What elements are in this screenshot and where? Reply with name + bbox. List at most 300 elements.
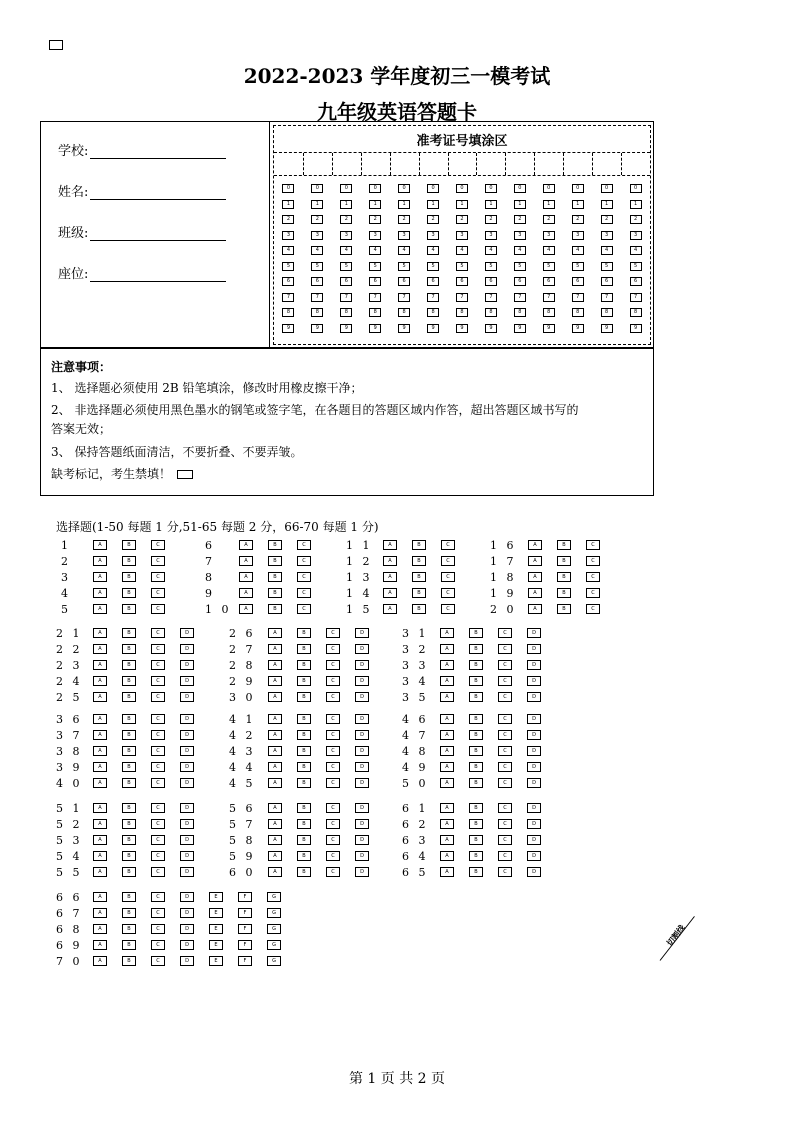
answer-option-b[interactable]: B: [469, 819, 483, 829]
answer-option-a[interactable]: A: [93, 892, 107, 902]
answer-option-c[interactable]: C: [297, 556, 311, 566]
answer-option-d[interactable]: D: [355, 676, 369, 686]
answer-option-b[interactable]: B: [297, 644, 311, 654]
answer-option-c[interactable]: C: [326, 803, 340, 813]
exam-number-bubble[interactable]: 7: [572, 293, 584, 302]
answer-option-d[interactable]: D: [527, 746, 541, 756]
exam-number-bubble[interactable]: 5: [485, 262, 497, 271]
exam-number-bubble[interactable]: 5: [311, 262, 323, 271]
answer-option-g[interactable]: G: [267, 924, 281, 934]
exam-number-bubble[interactable]: 7: [456, 293, 468, 302]
answer-option-b[interactable]: B: [122, 851, 136, 861]
answer-option-d[interactable]: D: [180, 660, 194, 670]
answer-option-c[interactable]: C: [151, 604, 165, 614]
answer-option-a[interactable]: A: [239, 588, 253, 598]
exam-number-bubble[interactable]: 4: [282, 246, 294, 255]
answer-option-a[interactable]: A: [268, 851, 282, 861]
answer-option-a[interactable]: A: [440, 714, 454, 724]
exam-number-bubble[interactable]: 0: [340, 184, 352, 193]
exam-number-bubble[interactable]: 9: [485, 324, 497, 333]
answer-option-c[interactable]: C: [151, 676, 165, 686]
answer-option-a[interactable]: A: [93, 835, 107, 845]
exam-number-bubble[interactable]: 6: [282, 277, 294, 286]
answer-option-b[interactable]: B: [469, 851, 483, 861]
answer-option-b[interactable]: B: [297, 803, 311, 813]
answer-option-b[interactable]: B: [297, 867, 311, 877]
answer-option-b[interactable]: B: [469, 867, 483, 877]
answer-option-a[interactable]: A: [93, 676, 107, 686]
exam-number-bubble[interactable]: 2: [572, 215, 584, 224]
answer-option-d[interactable]: D: [527, 714, 541, 724]
answer-option-c[interactable]: C: [151, 762, 165, 772]
answer-option-c[interactable]: C: [151, 660, 165, 670]
exam-number-bubble[interactable]: 7: [485, 293, 497, 302]
exam-number-bubble[interactable]: 8: [282, 308, 294, 317]
answer-option-d[interactable]: D: [180, 746, 194, 756]
answer-option-b[interactable]: B: [557, 604, 571, 614]
exam-number-bubble[interactable]: 7: [601, 293, 613, 302]
answer-option-d[interactable]: D: [355, 819, 369, 829]
answer-option-a[interactable]: A: [440, 851, 454, 861]
answer-option-c[interactable]: C: [297, 572, 311, 582]
answer-option-a[interactable]: A: [440, 628, 454, 638]
answer-option-b[interactable]: B: [122, 956, 136, 966]
answer-option-c[interactable]: C: [151, 572, 165, 582]
answer-option-b[interactable]: B: [297, 819, 311, 829]
answer-option-b[interactable]: B: [469, 803, 483, 813]
answer-option-c[interactable]: C: [326, 714, 340, 724]
answer-option-a[interactable]: A: [93, 572, 107, 582]
answer-option-a[interactable]: A: [528, 604, 542, 614]
answer-option-b[interactable]: B: [268, 588, 282, 598]
answer-option-c[interactable]: C: [586, 556, 600, 566]
exam-number-bubble[interactable]: 2: [282, 215, 294, 224]
exam-number-bubble[interactable]: 8: [514, 308, 526, 317]
answer-option-c[interactable]: C: [326, 762, 340, 772]
exam-number-bubble[interactable]: 4: [456, 246, 468, 255]
answer-option-c[interactable]: C: [151, 746, 165, 756]
answer-option-c[interactable]: C: [441, 556, 455, 566]
answer-option-a[interactable]: A: [93, 908, 107, 918]
exam-number-bubble[interactable]: 2: [485, 215, 497, 224]
exam-number-bubble[interactable]: 0: [369, 184, 381, 193]
answer-option-g[interactable]: G: [267, 956, 281, 966]
answer-option-b[interactable]: B: [122, 628, 136, 638]
answer-option-a[interactable]: A: [268, 692, 282, 702]
answer-option-d[interactable]: D: [180, 924, 194, 934]
answer-option-a[interactable]: A: [440, 644, 454, 654]
answer-option-b[interactable]: B: [469, 644, 483, 654]
answer-option-c[interactable]: C: [297, 540, 311, 550]
answer-option-d[interactable]: D: [527, 819, 541, 829]
answer-option-a[interactable]: A: [440, 803, 454, 813]
exam-number-bubble[interactable]: 8: [340, 308, 352, 317]
exam-number-bubble[interactable]: 9: [514, 324, 526, 333]
exam-number-bubble[interactable]: 8: [456, 308, 468, 317]
exam-number-bubble[interactable]: 3: [485, 231, 497, 240]
answer-option-b[interactable]: B: [268, 556, 282, 566]
answer-option-b[interactable]: B: [268, 540, 282, 550]
answer-option-b[interactable]: B: [557, 556, 571, 566]
answer-option-d[interactable]: D: [180, 835, 194, 845]
answer-option-c[interactable]: C: [586, 572, 600, 582]
answer-option-a[interactable]: A: [93, 628, 107, 638]
answer-option-g[interactable]: G: [267, 940, 281, 950]
answer-option-b[interactable]: B: [122, 778, 136, 788]
exam-number-bubble[interactable]: 5: [398, 262, 410, 271]
exam-number-bubble[interactable]: 9: [543, 324, 555, 333]
exam-number-bubble[interactable]: 4: [311, 246, 323, 255]
exam-number-bubble[interactable]: 5: [630, 262, 642, 271]
exam-number-bubble[interactable]: 5: [427, 262, 439, 271]
exam-number-bubble[interactable]: 3: [340, 231, 352, 240]
answer-option-c[interactable]: C: [441, 588, 455, 598]
answer-option-d[interactable]: D: [180, 730, 194, 740]
answer-option-c[interactable]: C: [151, 692, 165, 702]
answer-option-b[interactable]: B: [122, 803, 136, 813]
answer-option-b[interactable]: B: [268, 604, 282, 614]
answer-option-d[interactable]: D: [355, 714, 369, 724]
exam-number-bubble[interactable]: 8: [311, 308, 323, 317]
answer-option-b[interactable]: B: [122, 819, 136, 829]
exam-number-bubble[interactable]: 0: [601, 184, 613, 193]
answer-option-b[interactable]: B: [469, 628, 483, 638]
exam-number-bubble[interactable]: 1: [572, 200, 584, 209]
answer-option-c[interactable]: C: [151, 644, 165, 654]
answer-option-c[interactable]: C: [498, 867, 512, 877]
answer-option-c[interactable]: C: [326, 819, 340, 829]
answer-option-c[interactable]: C: [498, 730, 512, 740]
answer-option-d[interactable]: D: [355, 692, 369, 702]
answer-option-c[interactable]: C: [326, 628, 340, 638]
answer-option-a[interactable]: A: [383, 572, 397, 582]
answer-option-b[interactable]: B: [412, 604, 426, 614]
answer-option-d[interactable]: D: [180, 892, 194, 902]
answer-option-d[interactable]: D: [180, 676, 194, 686]
answer-option-c[interactable]: C: [498, 835, 512, 845]
answer-option-b[interactable]: B: [122, 762, 136, 772]
exam-number-bubble[interactable]: 0: [630, 184, 642, 193]
answer-option-d[interactable]: D: [355, 628, 369, 638]
answer-option-a[interactable]: A: [440, 762, 454, 772]
exam-number-bubble[interactable]: 0: [311, 184, 323, 193]
exam-number-bubble[interactable]: 8: [601, 308, 613, 317]
answer-option-c[interactable]: C: [297, 588, 311, 598]
seat-field[interactable]: 座位:: [58, 263, 226, 282]
exam-number-bubble[interactable]: 7: [427, 293, 439, 302]
exam-number-bubble[interactable]: 3: [514, 231, 526, 240]
answer-option-f[interactable]: F: [238, 940, 252, 950]
answer-option-b[interactable]: B: [412, 572, 426, 582]
exam-number-bubble[interactable]: 2: [398, 215, 410, 224]
answer-option-a[interactable]: A: [93, 746, 107, 756]
answer-option-b[interactable]: B: [412, 540, 426, 550]
answer-option-b[interactable]: B: [469, 762, 483, 772]
answer-option-b[interactable]: B: [297, 835, 311, 845]
exam-number-bubble[interactable]: 6: [601, 277, 613, 286]
answer-option-b[interactable]: B: [469, 714, 483, 724]
answer-option-c[interactable]: C: [498, 660, 512, 670]
answer-option-a[interactable]: A: [268, 644, 282, 654]
answer-option-d[interactable]: D: [180, 867, 194, 877]
answer-option-b[interactable]: B: [469, 676, 483, 686]
answer-option-b[interactable]: B: [122, 572, 136, 582]
answer-option-b[interactable]: B: [557, 572, 571, 582]
answer-option-a[interactable]: A: [268, 835, 282, 845]
exam-number-bubble[interactable]: 7: [282, 293, 294, 302]
answer-option-c[interactable]: C: [326, 730, 340, 740]
exam-number-bubble[interactable]: 4: [369, 246, 381, 255]
answer-option-c[interactable]: C: [326, 676, 340, 686]
exam-number-bubble[interactable]: 0: [282, 184, 294, 193]
answer-option-a[interactable]: A: [440, 730, 454, 740]
answer-option-c[interactable]: C: [326, 660, 340, 670]
answer-option-b[interactable]: B: [122, 660, 136, 670]
answer-option-a[interactable]: A: [268, 746, 282, 756]
exam-number-bubble[interactable]: 9: [456, 324, 468, 333]
exam-number-bubble[interactable]: 9: [630, 324, 642, 333]
answer-option-d[interactable]: D: [527, 867, 541, 877]
answer-option-b[interactable]: B: [122, 714, 136, 724]
exam-number-bubble[interactable]: 8: [630, 308, 642, 317]
exam-number-bubble[interactable]: 4: [543, 246, 555, 255]
answer-option-c[interactable]: C: [498, 762, 512, 772]
exam-number-bubble[interactable]: 3: [543, 231, 555, 240]
answer-option-a[interactable]: A: [239, 556, 253, 566]
answer-option-b[interactable]: B: [122, 540, 136, 550]
answer-option-d[interactable]: D: [527, 628, 541, 638]
answer-option-b[interactable]: B: [297, 714, 311, 724]
exam-number-bubble[interactable]: 0: [543, 184, 555, 193]
class-field[interactable]: 班级:: [58, 222, 226, 241]
answer-option-b[interactable]: B: [122, 908, 136, 918]
answer-option-c[interactable]: C: [498, 778, 512, 788]
answer-option-c[interactable]: C: [151, 924, 165, 934]
answer-option-b[interactable]: B: [297, 692, 311, 702]
answer-option-c[interactable]: C: [326, 692, 340, 702]
exam-number-bubble[interactable]: 9: [601, 324, 613, 333]
exam-number-bubble[interactable]: 6: [543, 277, 555, 286]
answer-option-b[interactable]: B: [122, 867, 136, 877]
exam-number-bubble[interactable]: 4: [398, 246, 410, 255]
answer-option-c[interactable]: C: [326, 746, 340, 756]
answer-option-b[interactable]: B: [297, 851, 311, 861]
answer-option-a[interactable]: A: [93, 778, 107, 788]
exam-number-bubble[interactable]: 5: [601, 262, 613, 271]
exam-number-bubble[interactable]: 9: [282, 324, 294, 333]
answer-option-c[interactable]: C: [586, 588, 600, 598]
answer-option-b[interactable]: B: [469, 778, 483, 788]
answer-option-d[interactable]: D: [180, 956, 194, 966]
answer-option-d[interactable]: D: [355, 851, 369, 861]
answer-option-d[interactable]: D: [527, 660, 541, 670]
exam-number-bubble[interactable]: 6: [514, 277, 526, 286]
exam-number-bubble[interactable]: 8: [485, 308, 497, 317]
answer-option-a[interactable]: A: [528, 556, 542, 566]
exam-number-bubble[interactable]: 9: [427, 324, 439, 333]
exam-number-bubble[interactable]: 3: [311, 231, 323, 240]
exam-number-bubble[interactable]: 4: [630, 246, 642, 255]
answer-option-d[interactable]: D: [180, 778, 194, 788]
answer-option-e[interactable]: E: [209, 956, 223, 966]
answer-option-a[interactable]: A: [93, 851, 107, 861]
exam-number-bubble[interactable]: 6: [630, 277, 642, 286]
answer-option-a[interactable]: A: [440, 660, 454, 670]
exam-number-bubble[interactable]: 9: [572, 324, 584, 333]
answer-option-d[interactable]: D: [180, 940, 194, 950]
answer-option-a[interactable]: A: [93, 730, 107, 740]
exam-number-bubble[interactable]: 6: [456, 277, 468, 286]
answer-option-d[interactable]: D: [355, 867, 369, 877]
exam-number-bubble[interactable]: 7: [340, 293, 352, 302]
answer-option-a[interactable]: A: [93, 867, 107, 877]
answer-option-e[interactable]: E: [209, 940, 223, 950]
exam-number-bubble[interactable]: 0: [398, 184, 410, 193]
answer-option-b[interactable]: B: [297, 762, 311, 772]
exam-number-bubble[interactable]: 2: [514, 215, 526, 224]
answer-option-a[interactable]: A: [268, 730, 282, 740]
answer-option-c[interactable]: C: [326, 851, 340, 861]
exam-number-bubble[interactable]: 7: [630, 293, 642, 302]
answer-option-c[interactable]: C: [151, 835, 165, 845]
answer-option-b[interactable]: B: [469, 746, 483, 756]
answer-option-c[interactable]: C: [498, 692, 512, 702]
answer-option-a[interactable]: A: [383, 604, 397, 614]
answer-option-b[interactable]: B: [297, 676, 311, 686]
answer-option-c[interactable]: C: [326, 778, 340, 788]
answer-option-d[interactable]: D: [355, 803, 369, 813]
exam-number-bubble[interactable]: 2: [456, 215, 468, 224]
answer-option-a[interactable]: A: [268, 660, 282, 670]
answer-option-c[interactable]: C: [151, 956, 165, 966]
answer-option-d[interactable]: D: [527, 835, 541, 845]
answer-option-a[interactable]: A: [93, 604, 107, 614]
answer-option-d[interactable]: D: [527, 644, 541, 654]
answer-option-c[interactable]: C: [586, 540, 600, 550]
answer-option-d[interactable]: D: [180, 803, 194, 813]
answer-option-c[interactable]: C: [498, 803, 512, 813]
answer-option-c[interactable]: C: [151, 892, 165, 902]
exam-number-bubble[interactable]: 6: [485, 277, 497, 286]
answer-option-b[interactable]: B: [122, 692, 136, 702]
answer-option-c[interactable]: C: [297, 604, 311, 614]
answer-option-d[interactable]: D: [355, 730, 369, 740]
exam-number-bubble[interactable]: 3: [398, 231, 410, 240]
answer-option-a[interactable]: A: [93, 714, 107, 724]
answer-option-c[interactable]: C: [326, 867, 340, 877]
exam-number-bubble[interactable]: 6: [311, 277, 323, 286]
answer-option-b[interactable]: B: [297, 628, 311, 638]
answer-option-d[interactable]: D: [355, 746, 369, 756]
answer-option-d[interactable]: D: [180, 628, 194, 638]
answer-option-a[interactable]: A: [440, 835, 454, 845]
exam-number-bubble[interactable]: 5: [456, 262, 468, 271]
answer-option-b[interactable]: B: [122, 588, 136, 598]
answer-option-b[interactable]: B: [412, 588, 426, 598]
answer-option-a[interactable]: A: [440, 746, 454, 756]
answer-option-c[interactable]: C: [151, 556, 165, 566]
answer-option-a[interactable]: A: [268, 628, 282, 638]
exam-number-bubble[interactable]: 1: [427, 200, 439, 209]
answer-option-a[interactable]: A: [268, 867, 282, 877]
answer-option-b[interactable]: B: [469, 835, 483, 845]
exam-number-bubble[interactable]: 7: [398, 293, 410, 302]
answer-option-c[interactable]: C: [326, 644, 340, 654]
answer-option-c[interactable]: C: [498, 819, 512, 829]
answer-option-d[interactable]: D: [355, 778, 369, 788]
answer-option-a[interactable]: A: [268, 676, 282, 686]
answer-option-b[interactable]: B: [297, 746, 311, 756]
answer-option-d[interactable]: D: [527, 692, 541, 702]
exam-number-bubble[interactable]: 3: [572, 231, 584, 240]
answer-option-c[interactable]: C: [151, 714, 165, 724]
answer-option-c[interactable]: C: [498, 746, 512, 756]
answer-option-b[interactable]: B: [122, 730, 136, 740]
answer-option-b[interactable]: B: [122, 835, 136, 845]
exam-number-bubble[interactable]: 1: [485, 200, 497, 209]
answer-option-a[interactable]: A: [93, 692, 107, 702]
answer-option-a[interactable]: A: [268, 778, 282, 788]
answer-option-a[interactable]: A: [383, 540, 397, 550]
exam-number-bubble[interactable]: 3: [282, 231, 294, 240]
exam-number-bubble[interactable]: 1: [340, 200, 352, 209]
answer-option-c[interactable]: C: [151, 940, 165, 950]
answer-option-b[interactable]: B: [122, 940, 136, 950]
exam-number-bubble[interactable]: 1: [456, 200, 468, 209]
answer-option-b[interactable]: B: [122, 924, 136, 934]
exam-number-write-row[interactable]: [274, 152, 650, 176]
exam-number-bubble[interactable]: 9: [340, 324, 352, 333]
answer-option-b[interactable]: B: [122, 556, 136, 566]
exam-number-bubble[interactable]: 9: [398, 324, 410, 333]
answer-option-c[interactable]: C: [498, 714, 512, 724]
answer-option-b[interactable]: B: [469, 730, 483, 740]
answer-option-a[interactable]: A: [239, 540, 253, 550]
exam-number-bubble[interactable]: 1: [601, 200, 613, 209]
exam-number-bubble[interactable]: 4: [572, 246, 584, 255]
exam-number-bubble[interactable]: 5: [369, 262, 381, 271]
exam-number-bubble[interactable]: 4: [340, 246, 352, 255]
exam-number-bubble[interactable]: 6: [340, 277, 352, 286]
answer-option-d[interactable]: D: [527, 730, 541, 740]
answer-option-a[interactable]: A: [268, 803, 282, 813]
answer-option-e[interactable]: E: [209, 908, 223, 918]
exam-number-bubble[interactable]: 1: [398, 200, 410, 209]
exam-number-bubble[interactable]: 9: [369, 324, 381, 333]
answer-option-a[interactable]: A: [440, 819, 454, 829]
exam-number-bubble[interactable]: 7: [514, 293, 526, 302]
exam-number-bubble[interactable]: 4: [514, 246, 526, 255]
answer-option-a[interactable]: A: [528, 572, 542, 582]
answer-option-c[interactable]: C: [151, 778, 165, 788]
exam-number-bubble[interactable]: 1: [514, 200, 526, 209]
exam-number-bubble[interactable]: 0: [427, 184, 439, 193]
answer-option-a[interactable]: A: [440, 692, 454, 702]
exam-number-bubble[interactable]: 3: [427, 231, 439, 240]
answer-option-d[interactable]: D: [180, 692, 194, 702]
answer-option-f[interactable]: F: [238, 908, 252, 918]
answer-option-a[interactable]: A: [268, 762, 282, 772]
exam-number-bubble[interactable]: 2: [543, 215, 555, 224]
answer-option-d[interactable]: D: [180, 714, 194, 724]
answer-option-b[interactable]: B: [122, 746, 136, 756]
answer-option-c[interactable]: C: [498, 628, 512, 638]
exam-number-bubble[interactable]: 3: [369, 231, 381, 240]
answer-option-f[interactable]: F: [238, 924, 252, 934]
answer-option-f[interactable]: F: [238, 892, 252, 902]
answer-option-b[interactable]: B: [297, 730, 311, 740]
exam-number-bubble[interactable]: 5: [340, 262, 352, 271]
